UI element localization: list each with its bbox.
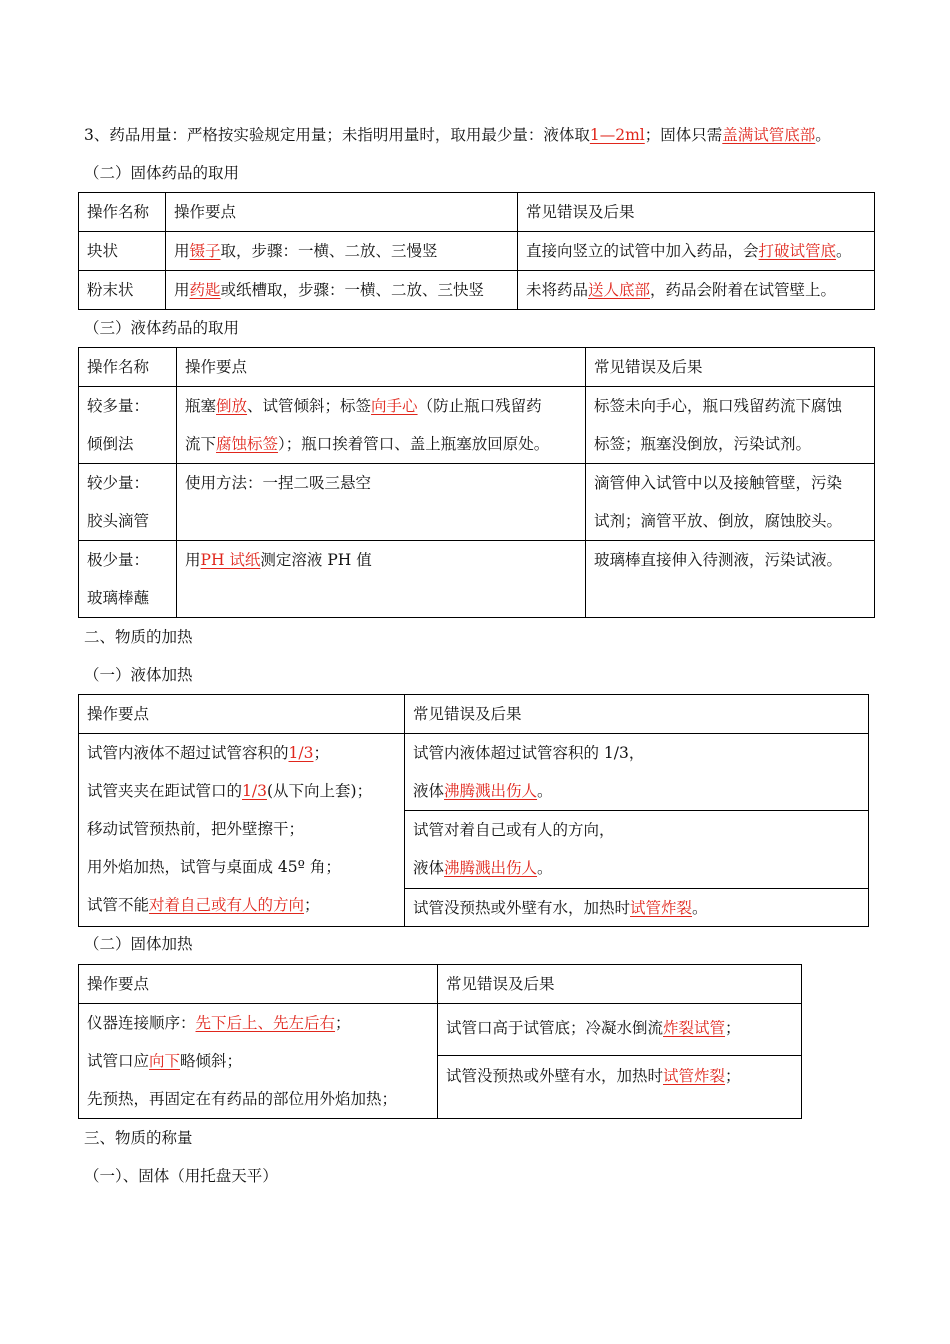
solid-heating-table [78, 964, 802, 1119]
liquid-amount: 1—2ml [589, 126, 645, 144]
solid-taking-heading: （二）固体药品的取用 [84, 164, 240, 182]
table-row: 较多量： 倾倒法 瓶塞倒放、试管倾斜；标签向手心（防止瓶口残留药 流下腐蚀标签）；瓶口挨着管口、盖上瓶塞放回原处。 标签未向手心，瓶口残留药流下腐蚀 标签；瓶塞没倒放，污染试剂。 [79, 387, 875, 464]
weighing-subheading: （一）、固体（用托盘天平） [84, 1167, 278, 1185]
table-row: 仪器连接顺序：先下后上、先左后右； 试管口应向下略倾斜； 先预热，再固定在有药品的部位用外焰加热； 试管口高于试管底；冷凝水倒流炸裂试管； 试管没预热或外壁有水，加热时试管炸裂； [79, 1004, 802, 1119]
heating-heading: 二、物质的加热 [84, 628, 193, 646]
table-header-row: 操作要点 常见错误及后果 [79, 965, 802, 1004]
weighing-heading: 三、物质的称量 [84, 1129, 193, 1147]
solid-amount: 盖满试管底部 [722, 126, 816, 144]
solid-heating-heading: （二）固体加热 [84, 935, 193, 953]
table-row: 较少量： 胶头滴管 使用方法：一捏二吸三悬空 滴管伸入试管中以及接触管壁，污染 试剂；滴管平放、倒放，腐蚀胶头。 [79, 464, 875, 541]
table-row: 块状 用镊子取，步骤：一横、二放、三慢竖 直接向竖立的试管中加入药品，会打破试管底。 [79, 232, 875, 271]
table-row: 极少量： 玻璃棒蘸 用PH 试纸测定溶液 PH 值 玻璃棒直接伸入待测液，污染试液。 [79, 541, 875, 618]
solid-taking-table [78, 192, 875, 310]
liquid-taking-table [78, 347, 875, 618]
table-header-row: 操作名称 操作要点 常见错误及后果 [79, 193, 875, 232]
liquid-heating-heading: （一）液体加热 [84, 666, 193, 684]
table-header-row: 操作要点 常见错误及后果 [79, 695, 869, 734]
liquid-taking-heading: （三）液体药品的取用 [84, 319, 240, 337]
table-row: 试管内液体不超过试管容积的1/3； 试管夹夹在距试管口的1/3(从下向上套)； 移动试管预热前，把外壁擦干； 用外焰加热，试管与桌面成 45º 角； 试管不能对着自己或有人的方向； 试管内液体超过试管容积的 1/3， 液体沸腾溅出伤人。 试管对着自己或有人的方向， 液体沸腾溅出伤人。 试管没预热或外壁有水，加热时试管炸裂。 [79, 734, 869, 927]
liquid-heating-table [78, 694, 869, 927]
table-row: 粉末状 用药匙或纸槽取，步骤：一横、二放、三快竖 未将药品送人底部，药品会附着在试管壁上。 [79, 271, 875, 310]
table-header-row: 操作名称 操作要点 常见错误及后果 [79, 348, 875, 387]
dosage-paragraph: 3、药品用量：严格按实验规定用量；未指明用量时，取用最少量：液体取1—2ml；固体只需盖满试管底部。 [84, 126, 831, 144]
